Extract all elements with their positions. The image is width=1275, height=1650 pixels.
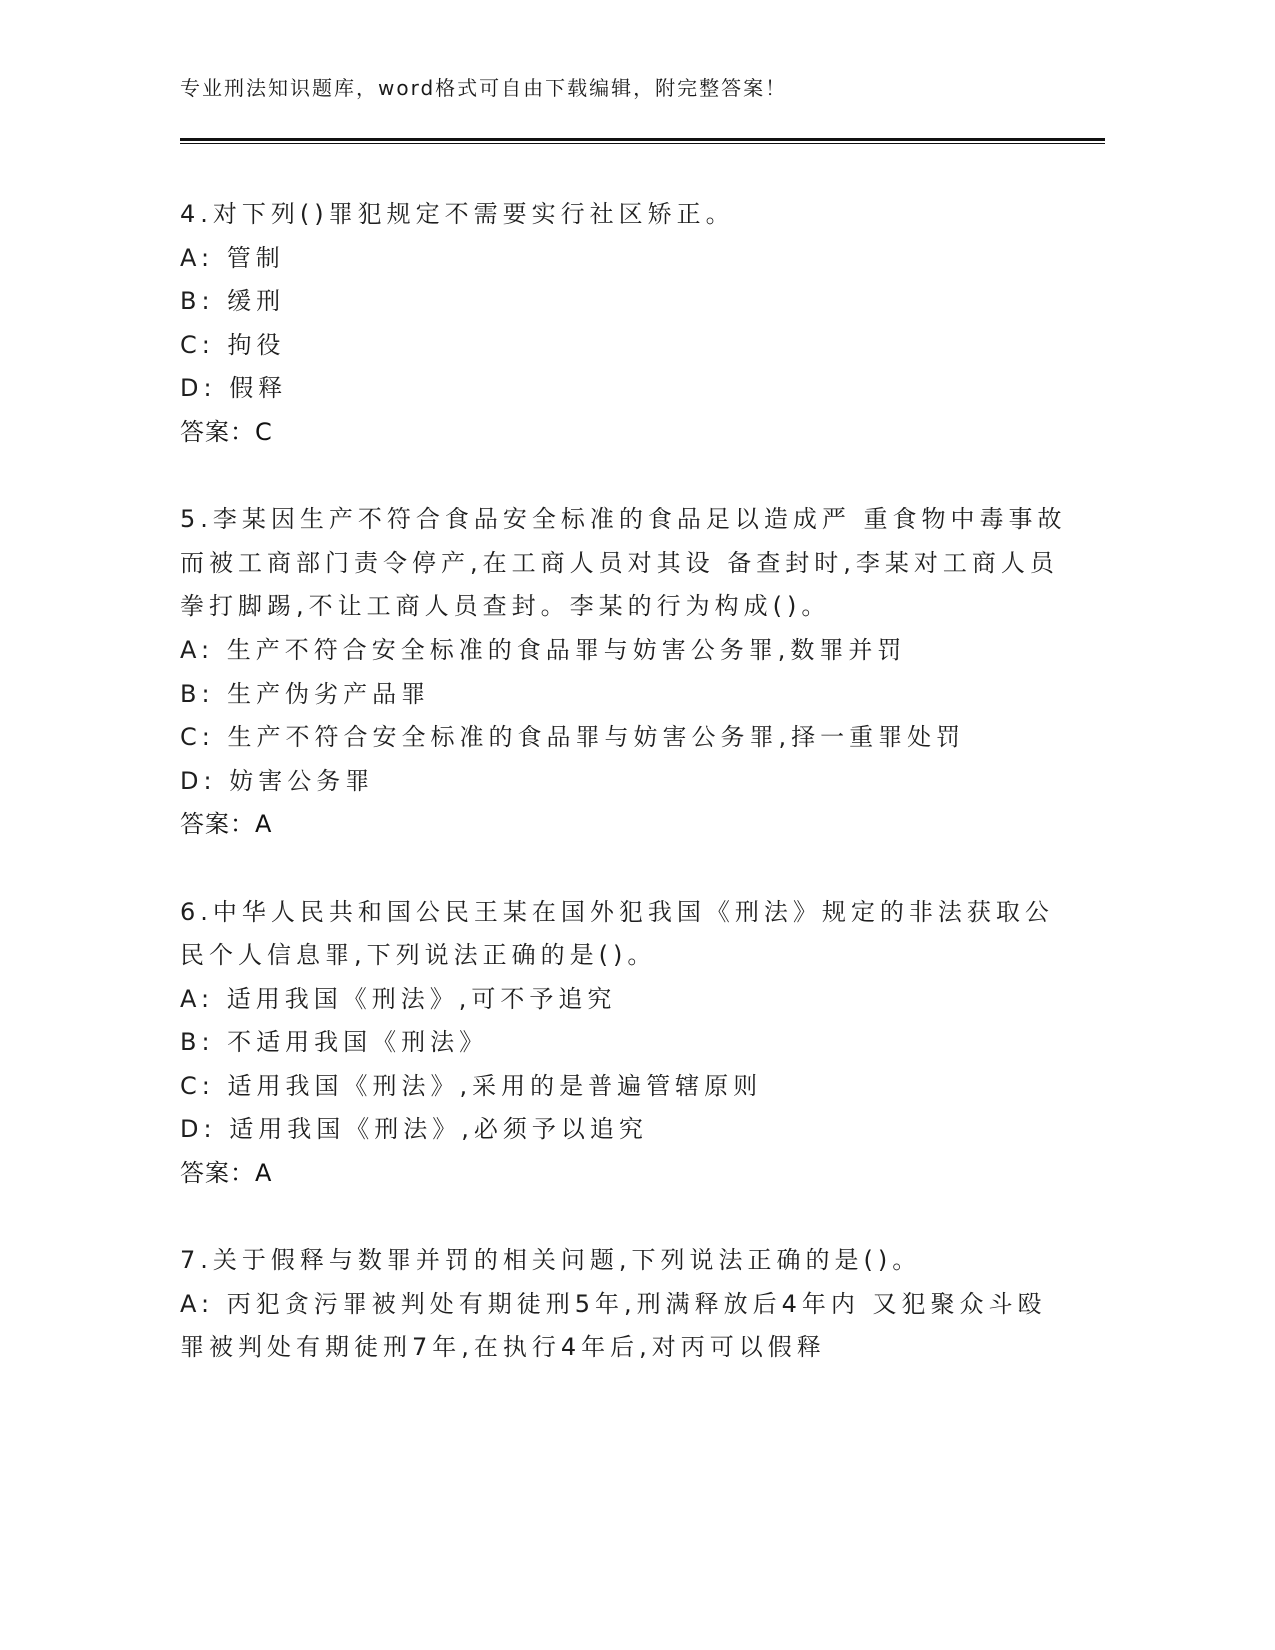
page-header: 专业刑法知识题库，word格式可自由下载编辑，附完整答案！: [180, 76, 788, 100]
header-rule-thin: [180, 143, 1105, 144]
question-stem: 6.中华人民共和国公民王某在国外犯我国《刑法》规定的非法获取公: [180, 897, 1054, 926]
option-b: B: 不适用我国《刑法》: [180, 1028, 489, 1057]
answer: 答案：A: [180, 1159, 273, 1188]
spacer: [180, 455, 1080, 499]
spacer: [180, 847, 1080, 891]
option-d: D: 妨害公务罪: [180, 766, 375, 795]
option-a: A: 丙犯贪污罪被判处有期徒刑5年,刑满释放后4年内 又犯聚众斗殴: [180, 1289, 1047, 1318]
question-7: [180, 1239, 1080, 1370]
question-stem: 拳打脚踢,不让工商人员查封。李某的行为构成()。: [180, 592, 831, 621]
option-c: C: 适用我国《刑法》,采用的是普遍管辖原则: [180, 1071, 763, 1100]
option-b: B: 缓刑: [180, 287, 286, 316]
option-a: A: 生产不符合安全标准的食品罪与妨害公务罪,数罪并罚: [180, 635, 907, 664]
answer: 答案：A: [180, 810, 273, 839]
question-stem: 4.对下列()罪犯规定不需要实行社区矫正。: [180, 200, 735, 228]
question-list: [180, 193, 1080, 1370]
question-stem: 而被工商部门责令停产,在工商人员对其设 备查封时,李某对工商人员: [180, 548, 1059, 577]
option-a-continuation: 罪被判处有期徒刑7年,在执行4年后,对丙可以假释: [180, 1333, 826, 1362]
option-d: D: 适用我国《刑法》,必须予以追究: [180, 1115, 648, 1144]
question-stem: 5.李某因生产不符合食品安全标准的食品足以造成严 重食物中毒事故: [180, 505, 1067, 534]
answer: 答案：C: [180, 417, 273, 446]
question-stem: 7.关于假释与数罪并罚的相关问题,下列说法正确的是()。: [180, 1246, 922, 1275]
option-a: A: 适用我国《刑法》,可不予追究: [180, 984, 617, 1013]
option-c: C: 拘役: [180, 330, 286, 359]
option-c: C: 生产不符合安全标准的食品罪与妨害公务罪,择一重罪处罚: [180, 723, 966, 752]
option-a: A: 管制: [180, 243, 285, 272]
question-stem: 民个人信息罪,下列说法正确的是()。: [180, 941, 657, 970]
spacer: [180, 1196, 1080, 1240]
question-5: [180, 498, 1080, 847]
header-rule-thick: [180, 138, 1105, 141]
option-d: D: 假释: [180, 374, 288, 403]
question-6: [180, 891, 1080, 1196]
question-4: [180, 193, 1080, 455]
option-b: B: 生产伪劣产品罪: [180, 679, 431, 708]
